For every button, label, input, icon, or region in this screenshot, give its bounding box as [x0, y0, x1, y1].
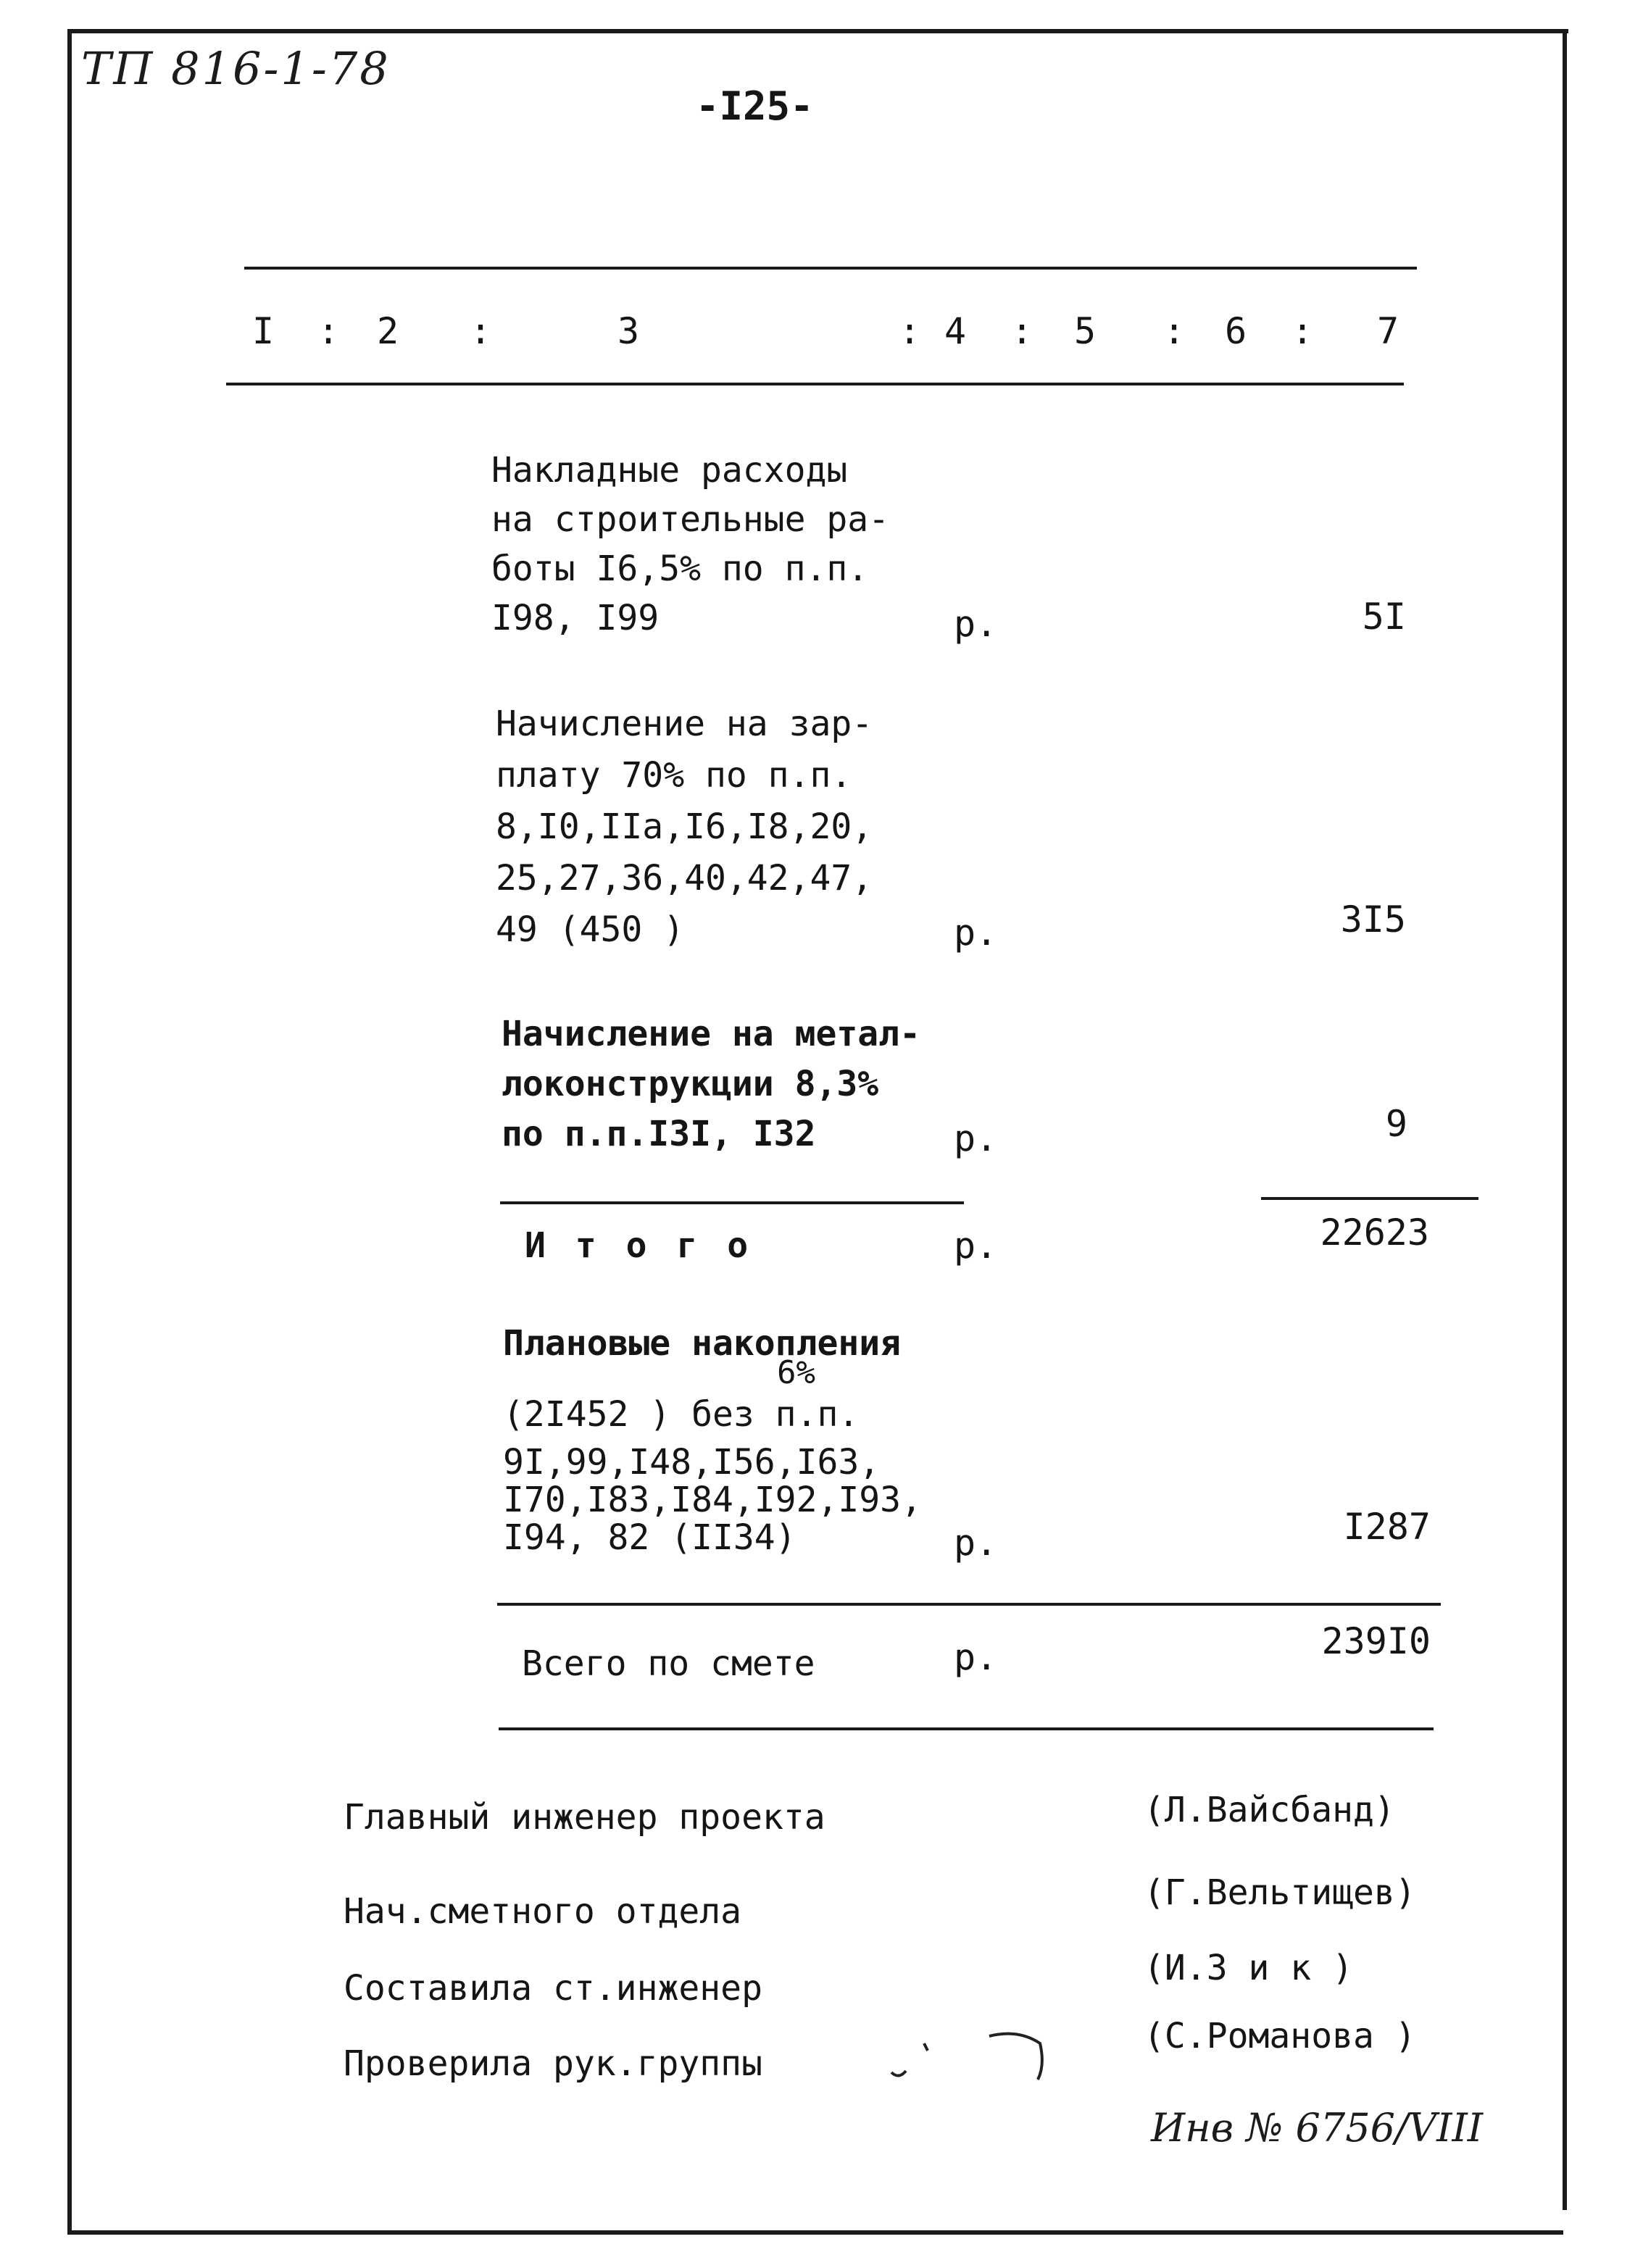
subtotal-value: 22623 [1320, 1212, 1429, 1254]
total-bottom-rule [499, 1727, 1434, 1730]
column-separator: : [899, 310, 921, 352]
column-number: I [252, 310, 275, 352]
planned-line: I94, 82 (II34) [503, 1517, 796, 1558]
column-separator: : [470, 310, 492, 352]
subtotal-rule-left [500, 1201, 964, 1204]
subtotal-rule-right [1261, 1197, 1478, 1200]
signature-role: Составила ст.инженер [344, 1968, 762, 2009]
signature-role: Главный инженер проекта [344, 1797, 825, 1838]
total-label: Всего по смете [522, 1643, 815, 1684]
planned-line: (2I452 ) без п.п. [503, 1394, 860, 1435]
signature-role: Проверила рук.группы [344, 2043, 762, 2084]
entry-line: Начисление на зар- [496, 704, 873, 744]
planned-line: I70,I83,I84,I92,I93, [503, 1480, 922, 1520]
signature-name: (И.З и к ) [1144, 1948, 1353, 1988]
entry-value: 9 [1385, 1103, 1407, 1145]
column-separator: : [1011, 310, 1033, 352]
total-value: 239I0 [1321, 1620, 1431, 1662]
entry-line: 49 (450 ) [496, 909, 685, 950]
page-number: -I25- [696, 83, 814, 129]
planned-line: 9I,99,I48,I56,I63, [503, 1442, 881, 1483]
frame-right-line [1563, 29, 1567, 2210]
entry-line: I98, I99 [491, 598, 660, 638]
column-number: 3 [617, 310, 640, 352]
entry-line: 8,I0,IIa,I6,I8,20, [496, 806, 873, 847]
signature-name: (С.Романова ) [1144, 2016, 1416, 2056]
handwritten-signature [870, 2014, 1058, 2094]
frame-bottom-line [67, 2230, 1563, 2235]
planned-value: I287 [1343, 1506, 1431, 1548]
entry-line: по п.п.I3I, I32 [502, 1114, 816, 1154]
planned-line: Плановые накопления [503, 1323, 902, 1364]
entry-line: плату 70% по п.п. [496, 755, 852, 796]
frame-left-line [67, 29, 72, 2235]
column-number: 7 [1377, 310, 1399, 352]
entry-line: Начисление на метал- [502, 1014, 920, 1054]
entry-line: боты I6,5% по п.п. [491, 549, 869, 589]
column-number: 2 [377, 310, 399, 352]
frame-top-line [70, 29, 1568, 33]
signature-role: Нач.сметного отдела [344, 1891, 742, 1932]
signature-name: (Л.Вайсбанд) [1144, 1790, 1395, 1830]
total-unit: р. [954, 1636, 998, 1678]
planned-percent: 6% [777, 1354, 815, 1391]
column-number: 6 [1225, 310, 1247, 352]
total-top-rule [497, 1603, 1441, 1606]
header-bottom-rule [226, 383, 1404, 385]
entry-unit: р. [954, 1117, 998, 1159]
entry-unit: р. [954, 912, 998, 954]
subtotal-unit: р. [954, 1225, 998, 1267]
column-separator: : [1291, 310, 1314, 352]
planned-unit: р. [954, 1522, 998, 1564]
entry-value: 3I5 [1340, 899, 1406, 941]
inventory-note: Инв № 6756/VIII [1151, 2105, 1484, 2151]
entry-line: на строительные ра- [491, 499, 890, 540]
column-number: 5 [1074, 310, 1097, 352]
entry-line: 25,27,36,40,42,47, [496, 858, 873, 899]
entry-line: Накладные расходы [491, 450, 848, 491]
column-separator: : [1163, 310, 1186, 352]
entry-value: 5I [1362, 596, 1406, 638]
subtotal-label: И т о г о [525, 1225, 753, 1266]
column-separator: : [317, 310, 340, 352]
entry-line: локонструкции 8,3% [502, 1064, 879, 1104]
entry-unit: р. [954, 603, 998, 645]
signature-name: (Г.Вельтищев) [1144, 1872, 1416, 1913]
document-stamp: ТП 816-1‑78 [81, 42, 391, 95]
column-number: 4 [944, 310, 967, 352]
header-top-rule [244, 267, 1417, 270]
